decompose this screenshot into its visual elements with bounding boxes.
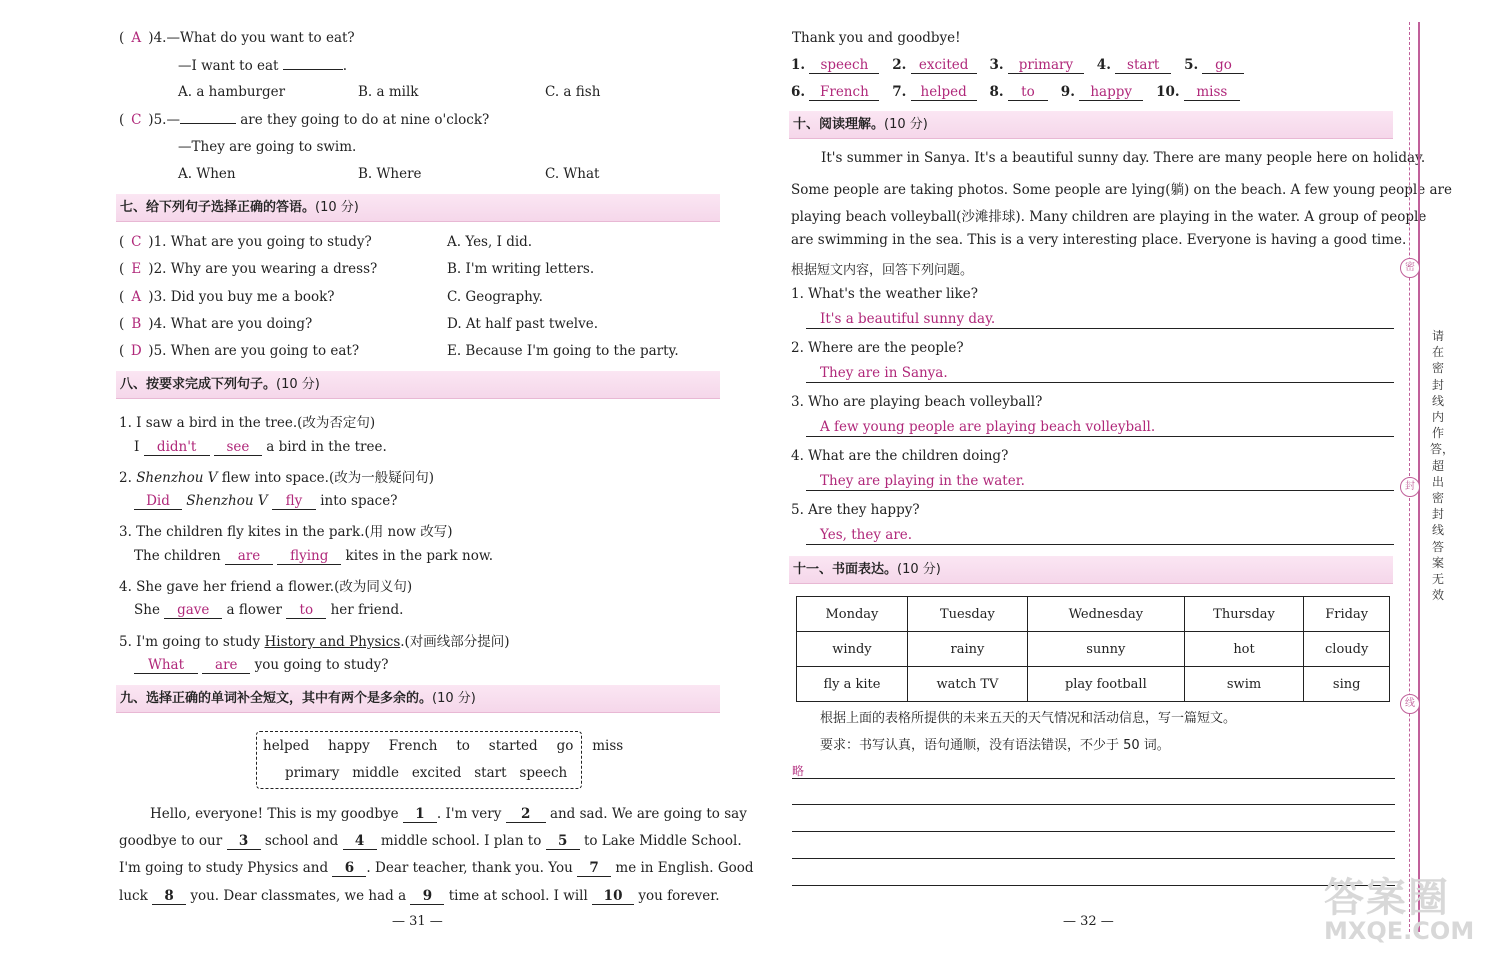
reading-line-3: playing beach volleyball(沙滩排球). Many children are playing in the water. A group of people: [791, 209, 1427, 225]
weather-table: [796, 596, 1390, 702]
page-number-right: — 32 —: [1063, 914, 1114, 929]
watermark: 答案圈 MXQE.COM: [1324, 875, 1475, 945]
s7-option-c: C. Geography.: [447, 289, 543, 305]
seal-warning-text: 请在密封线内作答，超出密封线答案无效: [1430, 329, 1455, 603]
reading-line-1: It's summer in Sanya. It's a beautiful sunny day. There are many people here on holiday.: [821, 150, 1426, 166]
mc-q5-line2: —They are going to swim.: [178, 139, 357, 155]
reading-q3: 3. Who are playing beach volleyball?: [791, 394, 1043, 410]
reading-line-2: Some people are taking photos. Some people are lying(躺) on the beach. A few young people are: [791, 182, 1452, 198]
writing-line: [792, 804, 1395, 805]
page-number-left: — 31 —: [392, 914, 443, 929]
s8-q1: 1. I saw a bird in the tree.(改为否定句): [119, 415, 376, 431]
s7-option-b: B. I'm writing letters.: [447, 261, 595, 277]
s7-item-3: ( A )3. Did you buy me a book?: [119, 289, 335, 305]
reading-q5: 5. Are they happy?: [791, 502, 920, 518]
seal-solid-line: [1418, 22, 1420, 932]
reading-a5: Yes, they are.: [806, 526, 1394, 545]
answer-key-row-1: 1. speech 2. excited 3. primary 4. start 5. go: [791, 57, 1244, 74]
s7-item-2: ( E )2. Why are you wearing a dress?: [119, 261, 378, 277]
s9-passage-line-2: goodbye to our 3 school and 4 middle school. I plan to 5 to Lake Middle School.: [119, 833, 742, 849]
section-11-header: 十一、书面表达。(10 分): [789, 556, 1393, 584]
mc-q5-opt-a: A. When: [178, 166, 236, 182]
s8-q2: 2. Shenzhou V flew into space.(改为一般疑问句): [119, 470, 434, 486]
s8-a2: Did Shenzhou V fly into space?: [134, 493, 397, 510]
mc-q5: ( C )5.— are they going to do at nine o'clock?: [119, 112, 490, 128]
mc-q5-opt-c: C. What: [545, 166, 600, 182]
reading-a2: They are in Sanya.: [806, 364, 1394, 383]
seal-mark-mi: 密: [1400, 258, 1420, 278]
section-10-header: 十、阅读理解。(10 分): [789, 111, 1393, 139]
table-row: fly a kite watch TV play football swim sing: [797, 667, 1390, 702]
s8-a4: She gave a flower to her friend.: [134, 602, 404, 618]
reading-q4: 4. What are the children doing?: [791, 448, 1009, 464]
table-row: windy rainy sunny hot cloudy: [797, 632, 1390, 667]
writing-instruction: 根据上面的表格所提供的未来五天的天气情况和活动信息，写一篇短文。: [820, 711, 1237, 726]
s8-q3: 3. The children fly kites in the park.(用 now 改写): [119, 524, 453, 540]
s8-a5: What are you going to study?: [134, 657, 388, 674]
s8-a3: The children are flying kites in the park now.: [134, 548, 494, 564]
writing-line: [792, 831, 1395, 832]
s9-passage-line-4: luck 8 you. Dear classmates, we had a 9 time at school. I will 10 you forever.: [119, 888, 720, 904]
s7-item-5: ( D )5. When are you going to eat?: [119, 343, 360, 359]
word-bank-row-1: helped happy French to started go miss: [263, 738, 624, 754]
reading-q1: 1. What's the weather like?: [791, 286, 979, 302]
mc-q5-answer: C: [131, 112, 142, 128]
s7-item-4: ( B )4. What are you doing?: [119, 316, 313, 332]
writing-line: [792, 885, 1395, 886]
word-bank-row-2: primary middle excited start speech: [285, 765, 568, 781]
section-8-header: 八、按要求完成下列句子。(10 分): [116, 371, 720, 399]
mc-q4-opt-c: C. a fish: [545, 84, 601, 100]
section-7-header: 七、给下列句子选择正确的答语。(10 分): [116, 194, 720, 222]
mc-q4-line2: —I want to eat .: [178, 58, 348, 74]
reading-a3: A few young people are playing beach volleyball.: [806, 418, 1394, 437]
s9-passage-line-1: Hello, everyone! This is my goodbye 1 . I'm very 2 and sad. We are going to say: [150, 806, 747, 822]
reading-a4: They are playing in the water.: [806, 472, 1394, 491]
s8-q4: 4. She gave her friend a flower.(改为同义句): [119, 579, 413, 595]
writing-line: [792, 858, 1395, 859]
answer-key-row-2: 6. French 7. helped 8. to 9. happy 10. miss: [791, 84, 1240, 101]
s9-passage-line-3: I'm going to study Physics and 6 . Dear teacher, thank you. You 7 me in English. Good: [119, 860, 754, 876]
writing-omitted-mark: 略: [792, 764, 805, 778]
section-9-header: 九、选择正确的单词补全短文，其中有两个是多余的。(10 分): [116, 685, 720, 713]
s7-item-1: ( C )1. What are you going to study?: [119, 234, 372, 250]
reading-line-4: are swimming in the sea. This is a very interesting place. Everyone is having a good time.: [791, 232, 1407, 248]
reading-a1: It's a beautiful sunny day.: [806, 310, 1394, 329]
writing-line: [792, 778, 1395, 779]
s7-option-d: D. At half past twelve.: [447, 316, 599, 332]
s7-option-e: E. Because I'm going to the party.: [447, 343, 679, 359]
s8-q5: 5. I'm going to study History and Physics.(对画线部分提问): [119, 634, 510, 650]
mc-q5-opt-b: B. Where: [358, 166, 422, 182]
mc-q4-opt-a: A. a hamburger: [178, 84, 286, 100]
writing-requirement: 要求：书写认真，语句通顺，没有语法错误，不少于 50 词。: [820, 738, 1170, 753]
reading-q2: 2. Where are the people?: [791, 340, 964, 356]
s8-a1: I didn't see a bird in the tree.: [134, 439, 387, 455]
seal-mark-xian: 线: [1400, 694, 1420, 714]
table-row: Monday Tuesday Wednesday Thursday Friday: [797, 597, 1390, 632]
word-bank: [256, 731, 624, 789]
s7-option-a: A. Yes, I did.: [447, 234, 533, 250]
mc-q4-opt-b: B. a milk: [358, 84, 419, 100]
passage-end: Thank you and goodbye!: [792, 30, 961, 46]
reading-instruction: 根据短文内容，回答下列问题。: [791, 263, 974, 278]
mc-q4-answer: A: [131, 30, 142, 46]
mc-q4: ( A )4.—What do you want to eat?: [119, 30, 355, 46]
seal-mark-feng: 封: [1400, 477, 1420, 497]
